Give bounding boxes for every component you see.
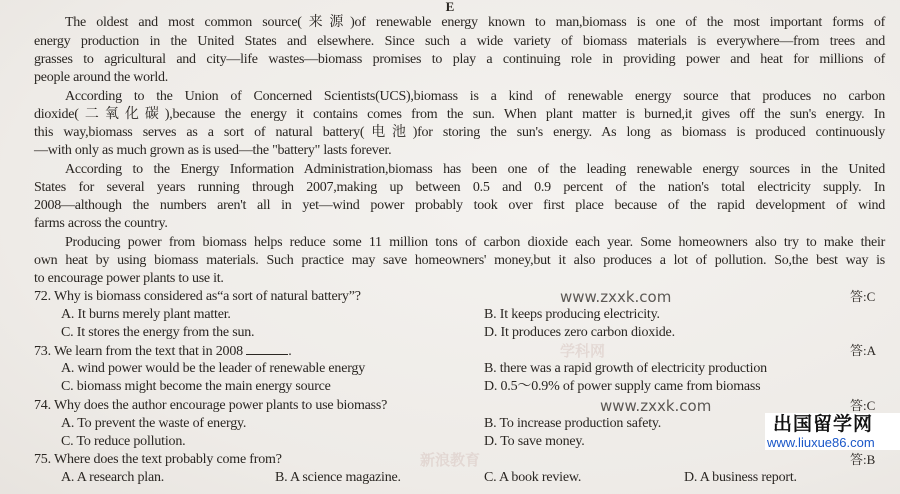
option-c: C. It stores the energy from the sun. <box>61 325 255 340</box>
passage-line: this way,biomass serves as a sort of natural battery(电池)for storing the sun's energy. As long as biomass is produced continuously <box>34 125 885 140</box>
passage-line: grasses to agricultural and city—life wastes—biomass promises to play a continuing role in providing power and heat for millions of <box>34 52 885 67</box>
passage-line: According to the Union of Concerned Scientists(UCS),biomass is a kind of renewable energy source that produces no carbon <box>65 89 885 104</box>
passage-line: energy production in the United States and elsewhere. Since such a wide variety of biomass materials is everywhere—from trees and <box>34 34 885 49</box>
watermark-xuekewang: 学科网 <box>560 342 606 360</box>
logo-url: www.liuxue86.com <box>767 435 875 450</box>
answer-key: 答:B <box>850 452 876 467</box>
option-d: D. To save money. <box>484 434 585 449</box>
question-stem <box>34 342 292 361</box>
watermark-zxxk: www.zxxk.com <box>560 288 672 306</box>
passage-line: to encourage power plants to use it. <box>34 271 224 286</box>
option-a: A. wind power would be the leader of renewable energy <box>61 361 366 376</box>
passage-line: people around the world. <box>34 70 168 85</box>
option-a: A. To prevent the waste of energy. <box>61 416 247 431</box>
answer-key: 答:C <box>850 289 876 304</box>
passage-line: own heat by using biomass materials. Such practice may save homeowners' money,but it also produces a lot of pollution. So,the best way is <box>34 253 885 268</box>
option-a: A. A research plan. <box>61 470 165 485</box>
option-c: C. A book review. <box>484 470 582 485</box>
passage-line: According to the Energy Information Administration,biomass has been one of the leading renewable energy sources in the United <box>65 162 885 177</box>
question-stem-end: . <box>288 344 292 359</box>
option-b: B. there was a rapid growth of electricity production <box>484 361 767 376</box>
liuxue86-logo <box>765 413 900 450</box>
passage-line: States for several years running through 2007,making up between 0.5 and 0.9 percent of the nation's total electricity supply. In <box>34 180 885 195</box>
passage-line: Producing power from biomass helps reduce some 11 million tons of carbon dioxide each year. Some homeowners also try to make their <box>65 235 885 250</box>
option-c: C. To reduce pollution. <box>61 434 186 449</box>
question-stem: 74. Why does the author encourage power plants to use biomass? <box>34 398 388 413</box>
passage-line: —with only as much grown as is used—the "battery" lasts forever. <box>34 143 392 158</box>
question-stem-text: 73. We learn from the text that in 2008 <box>34 344 243 359</box>
watermark-sina: 新浪教育 <box>420 451 481 469</box>
passage-line: The oldest and most common source(来源)of renewable energy known to man,biomass is one of the most important forms of <box>65 15 885 30</box>
passage-line: farms across the country. <box>34 216 168 231</box>
option-b: B. To increase production safety. <box>484 416 662 431</box>
logo-name: 出国留学网 <box>773 413 874 435</box>
answer-blank <box>246 342 288 355</box>
passage-line: dioxide(二氧化碳),because the energy it contains comes from the sun. When plant matter is burned,it gives off the sun's energy. In <box>34 107 885 122</box>
option-a: A. It burns merely plant matter. <box>61 307 231 322</box>
question-stem: 75. Where does the text probably come from? <box>34 452 282 467</box>
answer-key: 答:A <box>850 343 877 358</box>
watermark-zxxk: www.zxxk.com <box>600 397 712 415</box>
section-letter: E <box>445 0 455 14</box>
answer-key: 答:C <box>850 398 876 413</box>
passage-line: 2008—although the numbers aren't all in yet—wind power probably took over first place because of the rapid development of wind <box>34 198 885 213</box>
option-c: C. biomass might become the main energy source <box>61 379 331 394</box>
option-d: D. It produces zero carbon dioxide. <box>484 325 675 340</box>
option-d: D. 0.5～0.9% of power supply came from biomass <box>484 379 761 394</box>
question-stem: 72. Why is biomass considered as“a sort of natural battery”? <box>34 289 361 304</box>
option-b: B. It keeps producing electricity. <box>484 307 660 322</box>
option-d: D. A business report. <box>684 470 797 485</box>
option-b: B. A science magazine. <box>275 470 401 485</box>
